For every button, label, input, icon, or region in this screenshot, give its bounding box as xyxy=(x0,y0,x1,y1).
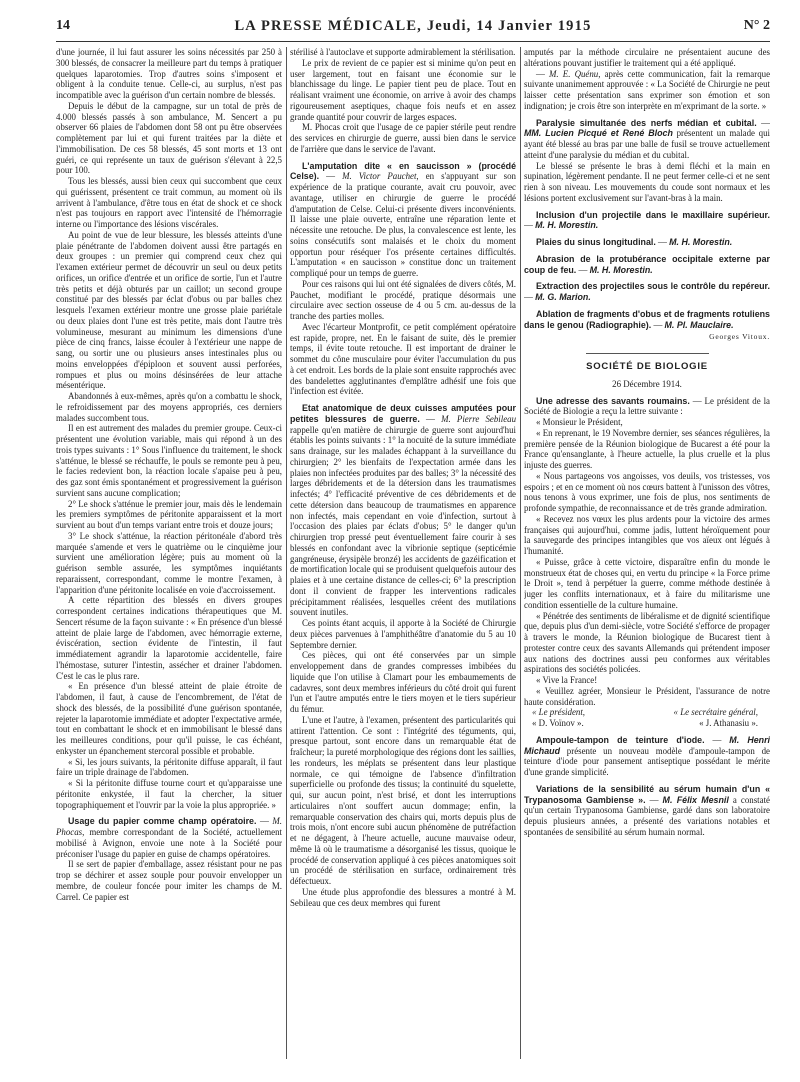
author-name: M. H. Morestin. xyxy=(669,237,733,247)
paragraph: L'une et l'autre, à l'examen, présentent des particularités qui attirent l'attention. Ce sont : l'intégrité des téguments, qui, presque partout, sont encore dans un remarquable état de fraîcheur; la pureté morphologique des régions dont les saillies, les rondeurs, les méplats se présentent dans leur plastique normale, ce qui témoigne de l'absence d'infiltration superficielle ou profonde des tissus; la continuité du squelette, qui, sur aucun point, n'est brisé, et dont les interruptions articulaires n'ont souffert aucun dommage; enfin, la remarquable conservation des chairs qui, morts depuis plus de trois mois, n'ont encore subi aucun phénomène de putréfaction et ne dégagent, à l'heure actuelle, aucune mauvaise odeur, même là où le traumatisme a désorganisé les tissus, quoique le procédé de conservation appliqué à ces pièces anatomiques soit un procédé de stérilisation en surface, ordinairement très défectueux. xyxy=(290,714,516,886)
article-heading: Ablation de fragments d'obus et de fragments rotuliens dans le genou (Radiographie). xyxy=(524,308,770,330)
page-number: 14 xyxy=(56,18,70,33)
author-name: M. Félix Mesnil xyxy=(662,794,729,805)
article-entry: Ablation de fragments d'obus et de fragments rotuliens dans le genou (Radiographie). — M. Pl. Mauclaire. xyxy=(524,308,770,330)
article-heading: Ampoule-tampon de teinture d'iode. xyxy=(536,734,705,745)
paragraph: Avec l'écarteur Montprofit, ce petit complément opératoire est rapide, propre, net. En le faisant de suite, dès le premier temps, il évite toute retouche. Il est important de drainer le sommet du cône musculaire pour éviter l'accumulation du pus à cet endroit. Les bords de la plaie sont ensuite rapprochés avec des bandelettes agglutinantes d'emplâtre adhésif une fois que l'infection est évitée. xyxy=(290,321,516,397)
author-name: MM. Lucien Picqué et René Bloch xyxy=(524,128,673,139)
article-entry: Plaies du sinus longitudinal. — M. H. Morestin. xyxy=(536,237,733,247)
article-text: , membre correspondant de la Société, actuellement mobilisé à Avignon, envoie une note à la Société pour préconiser l'usage du papier en guise de champs opératoires. xyxy=(56,827,282,859)
column-2 xyxy=(290,47,516,1072)
paragraph: Pour ces raisons qui lui ont été signalées de divers côtés, M. Pauchet, modifiant le procédé, pratique désormais une circulaire avec section osseuse de 4 ou 5 cm. au-dessus de la tranche des parties molles. xyxy=(290,278,516,321)
section-date: 26 Décembre 1914. xyxy=(612,378,682,389)
author-name: M. H. Morestin. xyxy=(535,220,599,231)
article-text: rappelle qu'en matière de chirurgie de guerre sont aujourd'hui établis les points suivants : 1° la nocuité de la suture immédiate sans drainage, sur les malades échappant à la surveillance du chirurgien; 2° les bienfaits de l'expectation armée dans les plaies non infectées produites par des balles; 3° la nécessité des larges débridements et de la détersion dans les traumatismes infectés; 4° l'efficacité préventive de ces débridements et de cette détersion dans beaucoup de traumatismes en apparence non infectés, mais cependant en voie d'infection, surtout à l'occasion des plaies par éclats d'obus; 5° le danger qu'un chirurgien trop pressé peut éventuellement faire courir à ses blessés en confondant avec la vibrionie septique (septicémie gangréneuse, érysipèle bronzé) les accidents de gazéification et de mortification locale qui se produisent quelquefois autour des plaies et à une certaine distance de celles-ci; 6° la prescription dont il convient de frapper les interventions radicales précipitamment réalisées, lesquelles créent des mutilations souvent inutiles. xyxy=(290,424,516,618)
signatory-title: « Le secrétaire général, xyxy=(673,707,758,718)
article-heading: Plaies du sinus longitudinal. xyxy=(536,237,656,247)
article-text: présente un nouveau modèle d'ampoule-tampon de teinture d'iode pour pansement antiseptique possédant le mérite d'une grande simplicité. xyxy=(524,745,770,777)
article-text: a constaté qu'un certain Trypanosoma Gambiense, gardé dans son laboratoire depuis plusieurs années, a présenté des variations notables et spontanées de sensibilité au sérum humain normal. xyxy=(524,794,770,837)
page-header xyxy=(56,18,770,36)
article-entry: Paralysie simultanée des nerfs médian et cubital. — MM. Lucien Picqué et René Bloch présentent un malade qui ayant été blessé au bras par une balle de fusil se trouve actuellement atteint d'une paralysie du médian et du cubital. xyxy=(524,117,770,160)
signature: Georges Vitoux. xyxy=(709,332,770,342)
article-entry: Variations de la sensibilité au sérum humain d'un « Trypanosoma Gambiense ». — M. Félix Mesnil a constaté qu'un certain Trypanosoma Gambiense, gardé dans son laboratoire depuis plusieurs années, a présenté des variations notables et spontanées de sensibilité au sérum humain normal. xyxy=(524,783,770,837)
paragraph: « Si la péritonite diffuse tourne court et qu'apparaisse une péritonite enkystée, il faut la chercher, la situer topographiquement et l'ouvrir par la voie la plus appropriée. » xyxy=(56,778,282,810)
article-heading: L'amputation dite « en saucisson » (procédé Celse). xyxy=(290,160,516,182)
signatory-name: « D. Voïnov ». xyxy=(532,718,584,728)
paragraph: — M. E. Quénu, après cette communication, fait la remarque suivante unanimement approuvée : « La Société de Chirurgie ne peut laisser cette présentation sans exprimer son émotion et son indignation; je crois être son interprète en m'exprimant de la sorte. » xyxy=(524,68,770,111)
paragraph: 2° Le shock s'atténue le premier jour, mais dès le lendemain les premiers symptômes de péritonite apparaissent et la mort survient au bout d'un temps variant entre trois et douze jours; xyxy=(56,498,282,530)
quote-paragraph: « Pénétrée des sentiments de libéralisme et de dignité scientifique que, depuis plus d'un demi-siècle, votre Société s'efforce de propager à travers le monde, la Réunion biologique de Bucarest tient à protester contre ceux des savants Allemands qui prétendent imposer aux nations des doctrines aussi peu conformes aux véritables aspirations des sociétés policées. xyxy=(524,610,770,675)
paragraph: stérilisé à l'autoclave et supporte admirablement la stérilisation. xyxy=(290,47,516,57)
article-entry: Ampoule-tampon de teinture d'iode. — M. Henri Michaud présente un nouveau modèle d'ampoule-tampon de teinture d'iode pour pansement antiseptique possédant le mérite d'une grande simplicité. xyxy=(524,734,770,777)
quote-paragraph: « En reprenant, le 19 Novembre dernier, ses séances régulières, la première pensée de la Réunion biologique de Bucarest a été pour la France qu'ensanglante, à l'heure actuelle, la plus cruelle et la plus injuste des guerres. xyxy=(524,427,770,470)
article-entry: Etat anatomique de deux cuisses amputées pour petites blessures de guerre. — M. Pierre Sebileau rappelle qu'en matière de chirurgie de guerre sont aujourd'hui établis les points suivants : 1° la nocuité de la suture immédiate sans drainage, sur les malades échappant à la surveillance du chirurgien; 2° les bienfaits de l'expectation armée dans les plaies non infectées produites par des balles; 3° la nécessité des larges débridements et de la détersion dans les traumatismes infectés; 4° l'efficacité préventive de ces débridements et de cette détersion dans beaucoup de traumatismes en apparence non infectés, mais cependant en voie d'infection, surtout à l'occasion des plaies par éclats d'obus; 5° le danger qu'un chirurgien trop pressé peut éventuellement faire courir à ses blessés en confondant avec la vibrionie septique (septicémie gangréneuse, érysipèle bronzé) les accidents de gazéification et de mortification locale qui se produisent quelquefois autour des plaies et à une certaine distance de celles-ci; 6° la prescription dont il convient de frapper les interventions radicales précipitamment réalisées, lesquelles créent des mutilations souvent inutiles. xyxy=(290,403,516,618)
paragraph: Il en est autrement des malades du premier groupe. Ceux-ci présentent une évolution variable, mais qui répond à un des trois types suivants : 1° Sous l'influence du traitement, le shock s'atténue, le blessé se réchauffe, le pouls se remonte peu à peu, le facies redevient bon, la réaction locale s'apaise peu à peu, des gaz sont émis spontanément et progressivement la guérison survient sans aucune complication; xyxy=(56,423,282,498)
journal-title: LA PRESSE MÉDICALE, Jeudi, 14 Janvier 1915 xyxy=(234,18,592,34)
author-name: M. G. Marion. xyxy=(535,292,591,302)
paragraph: Le blessé se présente le bras à demi fléchi et la main en supination, légèrement pendante. Il ne peut fermer celle-ci et ne sent rien à son niveau. Les mouvements du coude sont normaux et les lésions portent exclusivement sur l'avant-bras à la main. xyxy=(524,160,770,203)
signatories-names xyxy=(524,718,770,729)
paragraph: Tous les blessés, aussi bien ceux qui succombent que ceux qui guérissent, présentent ce trait commun, au moment où ils arrivent à l'ambulance, d'être tous en état de shock et ce shock n'est pas toujours en rapport avec l'intensité de l'hémorragie interne ou l'importance des lésions viscérales. xyxy=(56,176,282,229)
author-name: M. Pl. Mauclaire. xyxy=(664,319,734,330)
paragraph: Abandonnés à eux-mêmes, après qu'on a combattu le shock, le refroidissement par des moyens appropriés, ces derniers malades succombent tous. xyxy=(56,391,282,423)
author-name: M. Pierre Sebileau xyxy=(441,413,516,424)
section-title: SOCIÉTÉ DE BIOLOGIE xyxy=(586,361,708,372)
paragraph: Il se sert de papier d'emballage, assez résistant pour ne pas trop se déchirer et assez souple pour pouvoir envelopper un membre, de couleur foncée pour imiter les champs de M. Carrel. Ce papier est xyxy=(56,859,282,902)
article-heading: Paralysie simultanée des nerfs médian et cubital. xyxy=(536,117,757,128)
paragraph-text: , après cette communication, fait la remarque suivante unanimement approuvée : « La Société de Chirurgie ne peut laisser cette présentation sans exprimer son émotion et son indignation; je crois être son interprète en m'exprimant de la sorte. » xyxy=(524,68,770,111)
article-entry: Extraction des projectiles sous le contrôle du repéreur. — M. G. Marion. xyxy=(524,281,770,302)
paragraph: Au point de vue de leur blessure, les blessés atteints d'une plaie pénétrante de l'abdomen doivent aussi être partagés en deux groupes : un premier qui comprend ceux chez qui l'examen extérieur permet de découvrir un seul ou deux petits orifices, un orifice d'entrée et un orifice de sortie, l'un et l'autre très petits et déjà obturés par un caillot; un second groupe constitué par des blessés par éclat d'obus ou par balles chez lesquels l'examen extérieur montre une grosse plaie pariétale ou deux plaies dont l'une est très petite, mais dont l'autre très volumineuse, mesurant au minimum les dimensions d'une pièce de cinq francs, laisse écouler à l'extérieur une nappe de sang, ou sortir une ou plusieurs anses intestinales plus ou moins enveloppées d'épiploon et souvent aussi perforées, rompues et plus ou moins désinsérées de leur attache mésentérique. xyxy=(56,229,282,391)
article-heading: Extraction des projectiles sous le contrôle du repéreur. xyxy=(536,281,770,292)
paragraph: A cette répartition des blessés en divers groupes correspondent certaines indications thérapeutiques que M. Sencert résume de la façon suivante : « En présence d'un blessé atteint de plaie large de l'abdomen, avec hémorragie externe, éviscération, section évidente de l'intestin, il faut immédiatement agrandir la laparotomie accidentelle, faire l'hémostase, suturer l'intestin, assécher et drainer l'abdomen. C'est le cas le plus rare. xyxy=(56,595,282,681)
paragraph: Depuis le début de la campagne, sur un total de près de 4.000 blessés passés à son ambulance, M. Sencert a pu observer 66 plaies de l'abdomen dont 58 ont pu être observées complètement par lui et qui furent traitées par la diète et l'immobilisation. De ces 58 blessés, 45 sont morts et 13 ont guéri, ce qui représente un taux de guérison s'élevant à 22,5 pour 100. xyxy=(56,100,282,176)
quote-paragraph: « Monsieur le Président, xyxy=(536,417,623,427)
article-heading: Abrasion de la protubérance occipitale externe par coup de feu. xyxy=(524,253,770,275)
section-divider xyxy=(586,353,709,354)
quote-paragraph: « Vive la France! xyxy=(536,675,598,685)
quote-paragraph: « Veuillez agréer, Monsieur le Président, l'assurance de notre haute considération. xyxy=(524,685,770,707)
paragraph: « En présence d'un blessé atteint de plaie étroite de l'abdomen, il faut, à cause de l'encombrement, de l'état de shock des blessés, de la possibilité d'une guérison spontanée, rejeter la laparotomie immédiate et adopter l'expectative armée, tout en combattant le shock et en immobilisant le blessé dans les meilleures conditions, pour qu'il puisse, le cas échéant, enkyster un épanchement stercoral possible et probable. xyxy=(56,681,282,756)
issue-number: N° 2 xyxy=(743,18,770,33)
signatory-name: « J. Athanasiu ». xyxy=(699,718,758,728)
paragraph: amputés par la méthode circulaire ne présentaient aucune des altérations pouvant justifier le traitement qui a été appliqué. xyxy=(524,47,770,68)
author-name: M. E. Quénu xyxy=(549,68,599,79)
quote-paragraph: « Recevez nos vœux les plus ardents pour la victoire des armes françaises qui aujourd'hui, comme jadis, luttent héroïquement pour la sauvegarde des principes intangibles que vos aïeux ont légués à l'humanité. xyxy=(524,513,770,556)
article-text: — Le président de la Société de Biologie a reçu la lettre suivante : xyxy=(524,395,770,417)
paragraph: Ces pièces, qui ont été conservées par un simple enveloppement dans de grandes compresses imbibées du liquide que l'on utilise à Clamart pour les embaumements de cadavres, sont deux membres inférieurs du côté droit qui furent l'un et l'autre amputés entre le tiers moyen et le tiers supérieur du fémur. xyxy=(290,650,516,714)
author-name: M. Phocas xyxy=(56,816,282,837)
quote-paragraph: « Nous partageons vos angoisses, vos deuils, vos tristesses, vos espoirs ; et en ce moment où nos cœurs battent à l'unisson des vôtres, nous tenons à vous exprimer, une fois de plus, nos sentiments de profonde sympathie, de reconnaissance et de très grande admiration. xyxy=(524,470,770,513)
column-divider xyxy=(520,47,521,1059)
article-entry: Inclusion d'un projectile dans le maxillaire supérieur. — M. H. Morestin. xyxy=(524,209,770,231)
article-text: présentent un malade qui ayant été blessé au bras par une balle de fusil se trouve actuellement atteint d'une paralysie du médian et du cubital. xyxy=(524,128,770,160)
header-rule xyxy=(56,41,770,42)
quote-paragraph: « Puisse, grâce à cette victoire, disparaître enfin du monde le monstrueux état de choses qui, en vertu du principe « la Force prime le Droit », tend à perpétuer la guerre, comme méthode destinée à juger les conflits internationaux, et à faire du militarisme une condition essentielle de la culture humaine. xyxy=(524,556,770,610)
signatories-titles xyxy=(524,707,770,718)
article-entry xyxy=(524,396,770,418)
article-text: , en s'appuyant sur son expérience de la pratique courante, avait cru pouvoir, avec avantage, utiliser en chirurgie de guerre le procédé d'amputation de Celse. Celui-ci présente divers inconvénients. Il laisse une plaie ouverte, entraîne une réparation lente et nécessite une retouche. De plus, la convalescence est lente, les soins consécutifs sont malaisés et le choix du moment opportun pour réséquer l'os présente certaines difficultés. L'amputation « en saucisson » constitue donc un traitement compliqué pour un temps de guerre. xyxy=(290,171,516,278)
column-1 xyxy=(56,47,282,1072)
article-heading: Inclusion d'un projectile dans le maxillaire supérieur. xyxy=(536,209,770,220)
article-entry: L'amputation dite « en saucisson » (procédé Celse). — M. Victor Pauchet, en s'appuyant sur son expérience de la pratique courante, avait cru pouvoir, avec avantage, utiliser en chirurgie de guerre le procédé d'amputation de Celse. Celui-ci présente divers inconvénients. Il laisse une plaie ouverte, entraîne une réparation lente et nécessite une retouche. De plus, la convalescence est lente, les soins consécutifs sont malaisés et le choix du moment opportun pour réséquer l'os présente certaines difficultés. L'amputation « en saucisson » constitue donc un traitement compliqué pour un temps de guerre. xyxy=(290,160,516,278)
signatory-title: « Le président, xyxy=(532,707,585,718)
paragraph: 3° Le shock s'atténue, la réaction péritonéale d'abord très marquée s'amende et vers le quatrième ou le cinquième jour survient une amélioration légère; puis au moment où la guérison semble assurée, les symptômes inquiétants reparaissent, correspondant, comme le montre l'examen, à l'apparition d'une péritonite localisée en voie d'accroissement. xyxy=(56,530,282,595)
paragraph: M. Phocas croit que l'usage de ce papier stérile peut rendre des services en chirurgie de guerre, aussi bien dans le service de l'arrière que dans le service de l'avant. xyxy=(290,122,516,154)
author-name: M. Henri Michaud xyxy=(524,734,770,756)
article-heading: Usage du papier comme champ opératoire. xyxy=(68,816,257,827)
article-heading: Variations de la sensibilité au sérum humain d'un « Trypanosoma Gambiense ». xyxy=(524,783,770,805)
article-entry: Usage du papier comme champ opératoire. — M. Phocas, membre correspondant de la Société, actuellement mobilisé à Avignon, envoie une note à la Société pour préconiser l'usage du papier en guise de champs opératoires. xyxy=(56,816,282,859)
column-divider xyxy=(286,47,287,1059)
article-entry: Abrasion de la protubérance occipitale externe par coup de feu. — M. H. Morestin. xyxy=(524,253,770,275)
article-heading: Une adresse des savants roumains. xyxy=(536,395,690,406)
author-name: M. Victor Pauchet xyxy=(342,171,417,182)
column-3 xyxy=(524,47,770,1072)
article-heading: Etat anatomique de deux cuisses amputées pour petites blessures de guerre. xyxy=(290,403,516,424)
paragraph: Une étude plus approfondie des blessures a montré à M. Sebileau que ces deux membres qui furent xyxy=(290,886,516,908)
author-name: M. H. Morestin. xyxy=(589,264,653,275)
paragraph: Le prix de revient de ce papier est si minime qu'on peut en user largement, tout en faisant une économie sur le blanchissage du linge. Le papier tient peu de place. Tout en réalisant vraiment une économie, on arrive à avoir des champs rigoureusement aseptiques, chaque fois neufs et en assez grande quantité pour couvrir de larges espaces. xyxy=(290,57,516,122)
paragraph: « Si, les jours suivants, la péritonite diffuse apparaît, il faut faire un triple drainage de l'abdomen. xyxy=(56,756,282,778)
paragraph: Ces points étant acquis, il apporte à la Société de Chirurgie deux pièces parvenues à l'amphithéâtre d'anatomie du 5 au 10 Septembre dernier. xyxy=(290,618,516,650)
paragraph: d'une journée, il lui faut assurer les soins nécessités par 250 à 300 blessés, de consacrer la meilleure part du temps à pratiquer quelques laparotomies. Trop d'autres soins s'imposent et obligent à la conduite tenue. Celle-ci, au surplus, n'est pas incompatible avec la guérison d'un certain nombre de blessés. xyxy=(56,47,282,100)
